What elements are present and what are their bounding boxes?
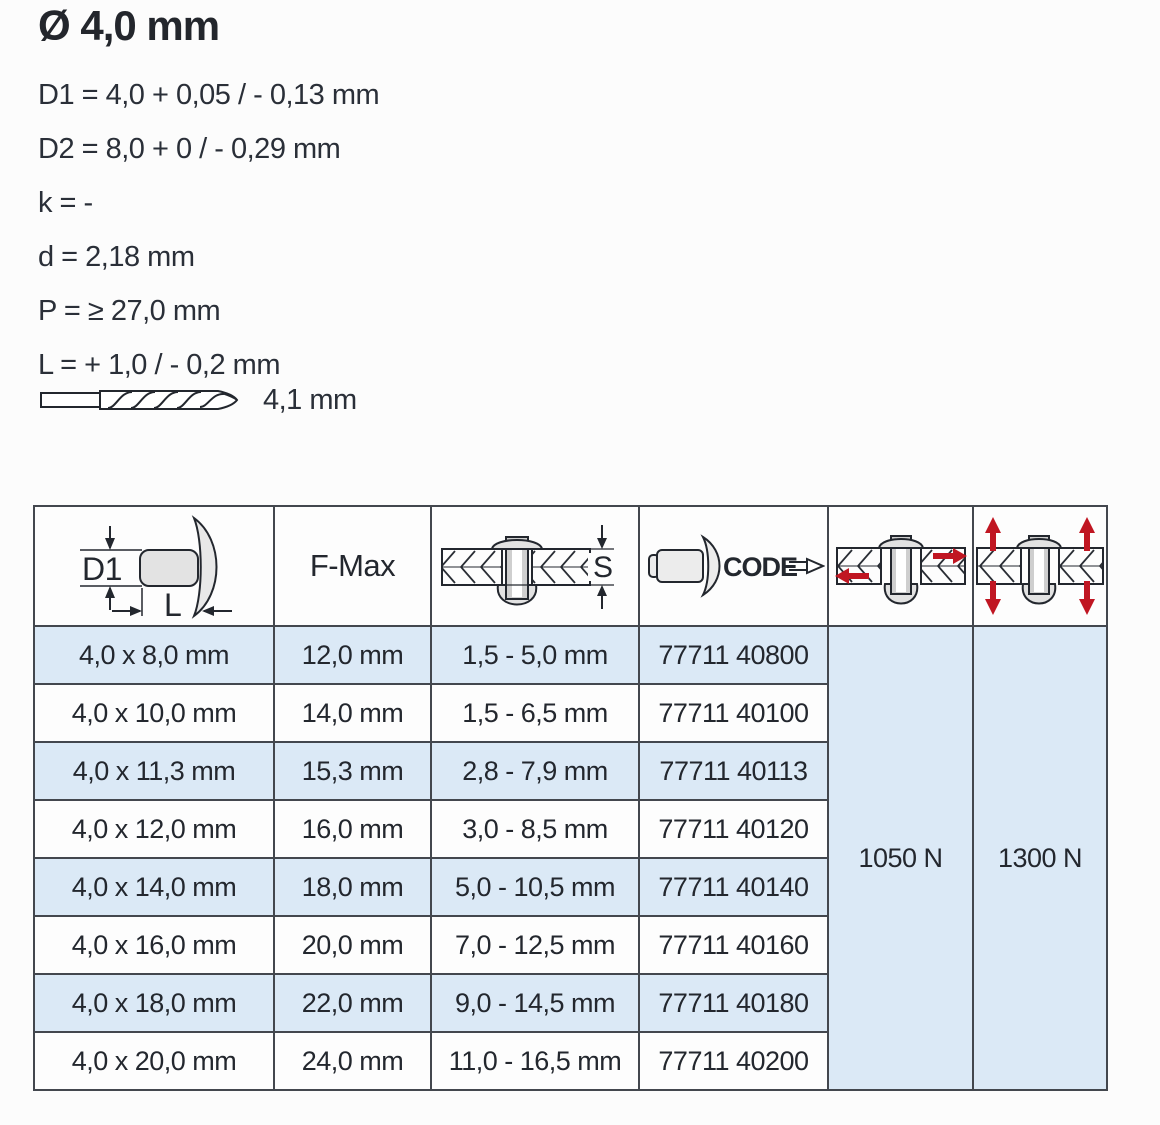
code-cell: 77711 40800 (639, 626, 828, 684)
tensile-strength-value: 1300 N (973, 626, 1107, 1090)
shear-strength-icon (829, 516, 972, 616)
header-cell-grip (431, 506, 639, 626)
header-cell-code (639, 506, 828, 626)
fmax-cell: 24,0 mm (274, 1032, 431, 1090)
grip-cell: 9,0 - 14,5 mm (431, 974, 639, 1032)
drill-bit-icon (38, 383, 245, 417)
rivet-code-icon (640, 533, 827, 599)
header-cell-shear (828, 506, 973, 626)
shear-strength-value: 1050 N (828, 626, 973, 1090)
size-cell: 4,0 x 14,0 mm (34, 858, 274, 916)
size-cell: 4,0 x 16,0 mm (34, 916, 274, 974)
grip-cell: 1,5 - 5,0 mm (431, 626, 639, 684)
header-cell-tensile (973, 506, 1107, 626)
header-cell-fmax (274, 506, 431, 626)
grip-cell: 2,8 - 7,9 mm (431, 742, 639, 800)
spec-line-l: L = + 1,0 / - 0,2 mm (38, 349, 280, 381)
size-cell: 4,0 x 12,0 mm (34, 800, 274, 858)
dim-l-label: L (164, 587, 182, 620)
drill-diameter-label: 4,1 mm (263, 383, 357, 416)
code-cell: 77711 40160 (639, 916, 828, 974)
rivet-dimension-icon (35, 512, 273, 620)
grip-cell: 1,5 - 6,5 mm (431, 684, 639, 742)
dim-d1-label: D1 (82, 551, 122, 587)
table-row (34, 626, 1107, 684)
spec-line-p: P = ≥ 27,0 mm (38, 295, 221, 327)
size-cell: 4,0 x 8,0 mm (34, 626, 274, 684)
fmax-cell: 22,0 mm (274, 974, 431, 1032)
drill-size-row (38, 383, 357, 417)
fmax-cell: 18,0 mm (274, 858, 431, 916)
fmax-cell: 20,0 mm (274, 916, 431, 974)
size-cell: 4,0 x 18,0 mm (34, 974, 274, 1032)
grip-cell: 5,0 - 10,5 mm (431, 858, 639, 916)
code-cell: 77711 40100 (639, 684, 828, 742)
fmax-cell: 12,0 mm (274, 626, 431, 684)
rivet-spec-table (33, 505, 1108, 1091)
grip-range-icon (432, 513, 638, 619)
grip-cell: 7,0 - 12,5 mm (431, 916, 639, 974)
spec-line-d2: D2 = 8,0 + 0 / - 0,29 mm (38, 133, 341, 165)
header-cell-dimensions (34, 506, 274, 626)
fmax-cell: 16,0 mm (274, 800, 431, 858)
fmax-cell: 15,3 mm (274, 742, 431, 800)
code-cell: 77711 40113 (639, 742, 828, 800)
grip-cell: 11,0 - 16,5 mm (431, 1032, 639, 1090)
code-cell: 77711 40200 (639, 1032, 828, 1090)
grip-cell: 3,0 - 8,5 mm (431, 800, 639, 858)
code-label: CODE (722, 552, 797, 582)
page-title: Ø 4,0 mm (38, 2, 220, 49)
size-cell: 4,0 x 20,0 mm (34, 1032, 274, 1090)
spec-line-d1: D1 = 4,0 + 0,05 / - 0,13 mm (38, 79, 380, 111)
code-cell: 77711 40120 (639, 800, 828, 858)
code-cell: 77711 40140 (639, 858, 828, 916)
size-cell: 4,0 x 10,0 mm (34, 684, 274, 742)
fmax-cell: 14,0 mm (274, 684, 431, 742)
size-cell: 4,0 x 11,3 mm (34, 742, 274, 800)
spec-line-k: k = - (38, 187, 93, 219)
f-max-label: F-Max (309, 548, 396, 583)
table-header-row (34, 506, 1107, 626)
code-cell: 77711 40180 (639, 974, 828, 1032)
tensile-strength-icon (974, 513, 1106, 619)
grip-s-label: S (593, 551, 613, 584)
spec-block (38, 0, 379, 392)
spec-line-d: d = 2,18 mm (38, 241, 195, 273)
